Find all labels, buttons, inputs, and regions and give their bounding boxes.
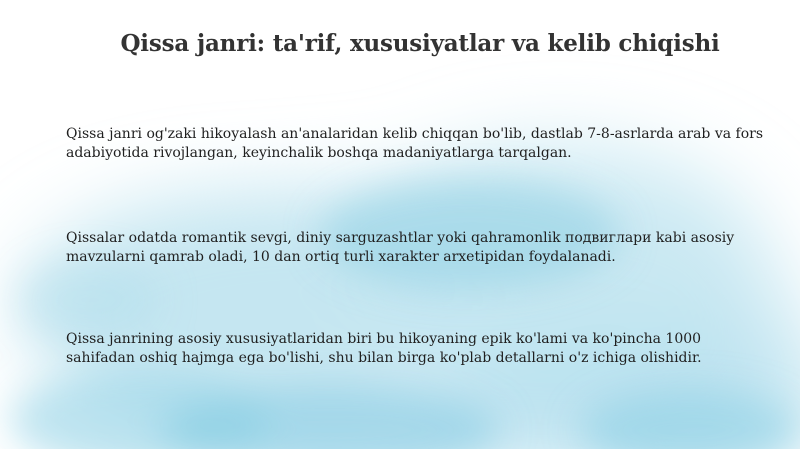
paragraph-origin: Qissa janri og'zaki hikoyalash an'analaridan kelib chiqqan bo'lib, dastlab 7-8-asrlarda arab va fors adabiyotida rivojlangan, keyinchalik boshqa madaniyatlarga tarqalgan. [66,126,764,161]
paragraph-features: Qissa janrining asosiy xususiyatlaridan biri bu hikoyaning epik ko'lami va ko'pincha 1000 sahifadan oshiq hajmga ega bo'lishi, shu bilan birga ko'plab detallarni o'z ichiga olishidir. [66,331,702,366]
paragraph-themes: Qissalar odatda romantik sevgi, diniy sarguzashtlar yoki qahramonlik подвиглари kabi asosiy mavzularni qamrab oladi, 10 dan ortiq turli xarakter arxetipidan foydalanadi. [66,230,735,265]
slide-title: Qissa janri: ta'rif, xususiyatlar va kelib chiqishi [120,30,720,57]
